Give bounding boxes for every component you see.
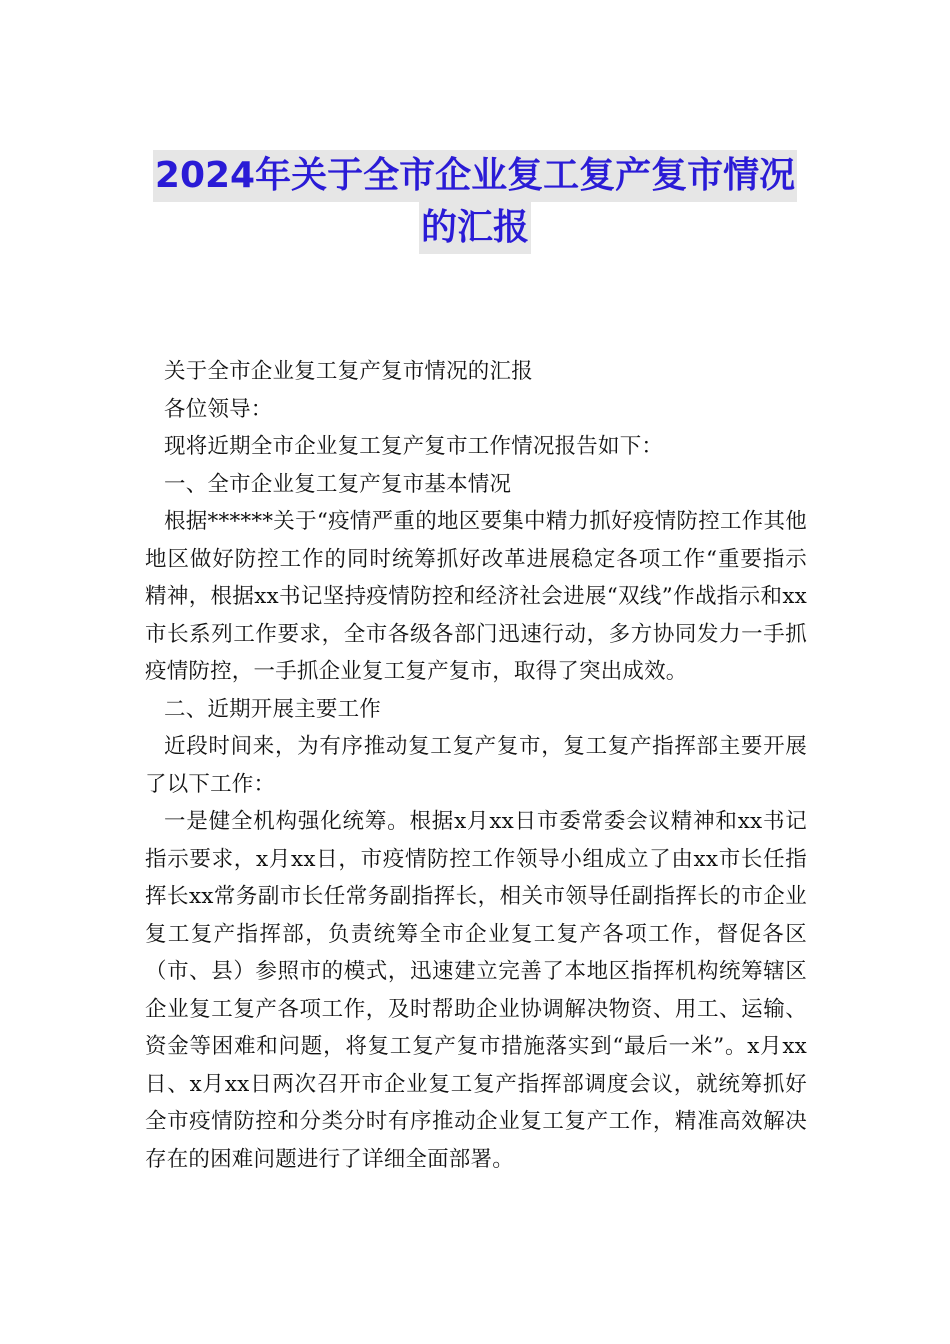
report-subtitle: 关于全市企业复工复产复市情况的汇报 bbox=[164, 359, 533, 384]
section-heading-2: 二、近期开展主要工作 bbox=[164, 696, 382, 722]
salutation: 各位领导： bbox=[164, 396, 273, 422]
body-paragraph-1: 根据******关于“疫情严重的地区要集中精力抓好疫情防控工作其他地区做好防控工作的同时统筹抓好改革进展稳定各项工作“重要指示精神，根据xx书记坚持疫情防控和经济社会进展“双线”作战指示和xx市长系列工作要求，全市各级各部门迅速行动，多方协同发力一手抓疫情防控，一手抓企业复工复产复市，取得了突出成效。 bbox=[145, 509, 807, 684]
title-line-2: 的汇报 bbox=[419, 202, 531, 254]
document-body bbox=[145, 353, 807, 1178]
body-paragraph-2: 近段时间来，为有序推动复工复产复市，复工复产指挥部主要开展了以下工作： bbox=[145, 734, 807, 797]
document-title bbox=[120, 150, 830, 254]
body-paragraph-3: 一是健全机构强化统筹。根据x月xx日市委常委会议精神和xx书记指示要求，x月xx日，市疫情防控工作领导小组成立了由xx市长任指挥长xx常务副市长任常务副指挥长，相关市领导任副指挥长的市企业复工复产指挥部，负责统筹全市企业复工复产各项工作，督促各区（市、县）参照市的模式，迅速建立完善了本地区指挥机构统筹辖区企业复工复产各项工作，及时帮助企业协调解决物资、用工、运输、资金等困难和问题，将复工复产复市措施落实到“最后一米”。x月xx日、x月xx日两次召开市企业复工复产指挥部调度会议，就统筹抓好全市疫情防控和分类分时有序推动企业复工复产工作，精准高效解决存在的困难问题进行了详细全面部署。 bbox=[145, 809, 807, 1172]
title-line-1: 2024年关于全市企业复工复产复市情况 bbox=[153, 150, 797, 202]
section-heading-1: 一、全市企业复工复产复市基本情况 bbox=[164, 471, 512, 497]
intro-paragraph: 现将近期全市企业复工复产复市工作情况报告如下： bbox=[164, 434, 664, 459]
